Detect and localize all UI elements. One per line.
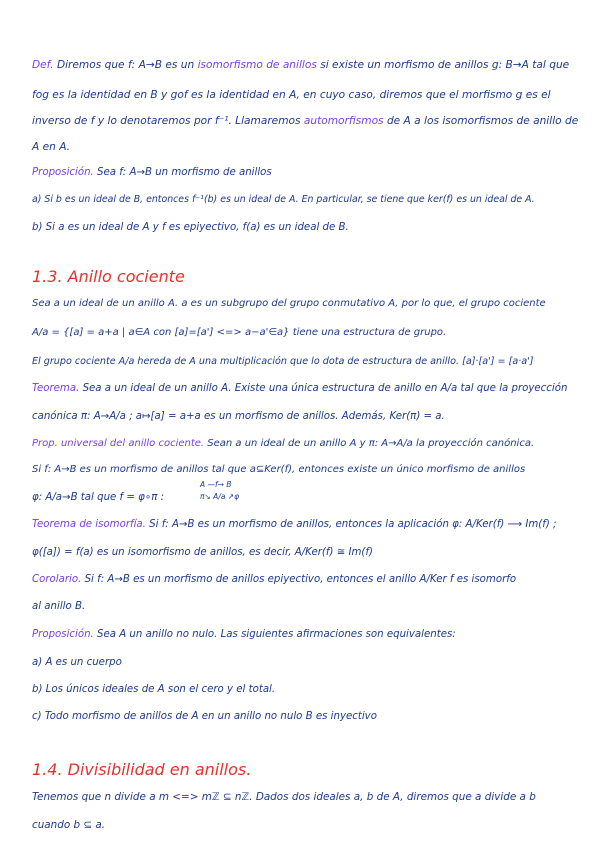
prop2-item-b: b) Los únicos ideales de A son el cero y el total. xyxy=(32,684,276,695)
prop-univ-line-3: φ: A/a→B tal que f = φ∘π : xyxy=(32,492,165,503)
teo-iso-label: Teorema de isomorfía. xyxy=(32,519,146,530)
teo-iso-line-2: φ([a]) = f(a) es un isomorfismo de anillos, es decir, A/Ker(f) ≅ Im(f) xyxy=(32,547,373,558)
prop-univ-label: Prop. universal del anillo cociente. xyxy=(32,438,205,449)
def-term-isomorfismo: isomorfismo de anillos xyxy=(197,59,317,71)
prop-univ-line-1 xyxy=(32,437,534,451)
cor-label: Corolario. xyxy=(32,574,82,585)
def-line-2: fog es la identidad en B y gof es la identidad en A, en cuyo caso, diremos que el morfismo g es el xyxy=(32,89,551,101)
teo-label: Teorema. xyxy=(32,383,80,394)
teo-iso-text: Si f: A→B es un morfismo de anillos, entonces la aplicación φ: A/Ker(f) ⟶ Im(f) ; xyxy=(145,519,557,530)
prop1-item-a: a) Si b es un ideal de B, entonces f⁻¹(b) es un ideal de A. En particular, se tiene que ker(f) es un ideal de A. xyxy=(32,194,535,205)
prop1-item-b: b) Si a es un ideal de A y f es epiyectivo, f(a) es un ideal de B. xyxy=(32,222,349,233)
cor-line-2: al anillo B. xyxy=(32,601,86,612)
sec14-line-2: cuando b ⊆ a. xyxy=(32,819,106,831)
prop1-label: Proposición. xyxy=(32,167,94,178)
prop1-text: Sea f: A→B un morfismo de anillos xyxy=(93,167,272,178)
teo-text: Sea a un ideal de un anillo A. Existe una única estructura de anillo en A/a tal que la proyección xyxy=(79,383,568,394)
sec14-line-1: Tenemos que n divide a m <=> mℤ ⊆ nℤ. Dados dos ideales a, b de A, diremos que a divide a b xyxy=(32,791,536,803)
def-label: Def. xyxy=(32,59,54,71)
prop2-line xyxy=(32,628,456,642)
def-line-4: A en A. xyxy=(32,141,71,153)
section-1-4-title: 1.4. Divisibilidad en anillos. xyxy=(32,760,252,779)
prop2-text: Sea A un anillo no nulo. Las siguientes afirmaciones son equivalentes: xyxy=(93,629,456,640)
prop-univ-line-2: Si f: A→B es un morfismo de anillos tal que a⊆Ker(f), entonces existe un único morfismo de anillos xyxy=(32,464,526,475)
prop-univ-text: Sean a un ideal de un anillo A y π: A→A/a la proyección canónica. xyxy=(204,438,535,449)
def-line-3-text-2: de A a los isomorfismos de anillo de xyxy=(383,115,579,127)
cor-line-1 xyxy=(32,573,516,587)
prop2-item-a: a) A es un cuerpo xyxy=(32,657,122,668)
teo-line-1 xyxy=(32,382,567,396)
teo-iso-line-1 xyxy=(32,518,557,532)
commutative-diagram-top: A —f→ B xyxy=(200,480,232,489)
def-text-2: si existe un morfismo de anillos g: B→A tal que xyxy=(316,59,570,71)
def-line-1 xyxy=(32,58,569,72)
sec13-p1: Sea a un ideal de un anillo A. a es un subgrupo del grupo conmutativo A, por lo que, el grupo cociente xyxy=(32,298,546,309)
cor-text: Si f: A→B es un morfismo de anillos epiyectivo, entonces el anillo A/Ker f es isomorfo xyxy=(81,574,517,585)
teo-line-2: canónica π: A→A/a ; a↦[a] = a+a es un morfismo de anillos. Además, Ker(π) = a. xyxy=(32,411,445,422)
sec13-p3: El grupo cociente A/a hereda de A una multiplicación que lo dota de estructura de anillo. [a]·[a'] = [a·a'] xyxy=(32,356,534,367)
section-1-3-title: 1.3. Anillo cociente xyxy=(32,267,185,286)
prop2-label: Proposición. xyxy=(32,629,94,640)
def-text: Diremos que f: A→B es un xyxy=(53,59,198,71)
prop1-line xyxy=(32,166,272,180)
def-term-automorfismos: automorfismos xyxy=(303,115,384,127)
def-line-3 xyxy=(32,114,578,128)
def-line-3-text: inverso de f y lo denotaremos por f⁻¹. Llamaremos xyxy=(32,115,304,127)
prop2-item-c: c) Todo morfismo de anillos de A en un anillo no nulo B es inyectivo xyxy=(32,711,377,722)
commutative-diagram-bottom: π↘ A/a ↗φ xyxy=(200,492,240,501)
sec13-p2: A/a = {[a] = a+a | a∈A con [a]=[a'] <=> a−a'∈a} tiene una estructura de grupo. xyxy=(32,327,447,338)
